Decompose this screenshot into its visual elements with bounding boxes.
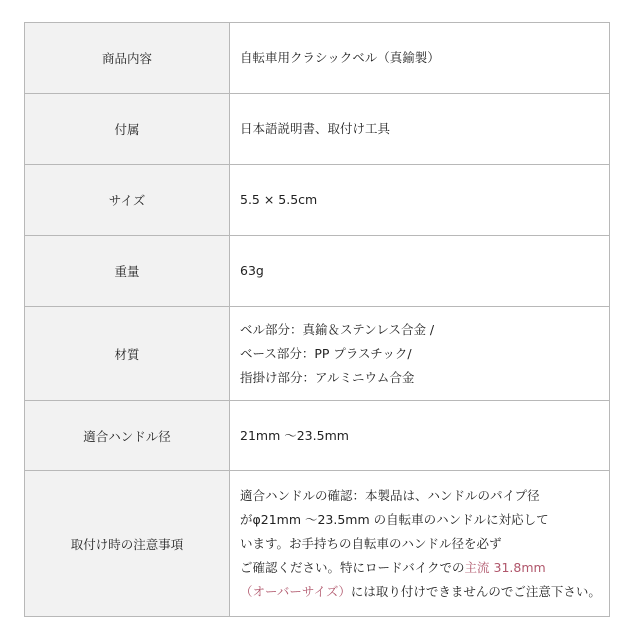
table-row xyxy=(25,401,610,471)
row-value-size xyxy=(230,165,610,236)
row-label-accessories: 付属 xyxy=(25,94,230,165)
table-row xyxy=(25,23,610,94)
row-label-weight: 重量 xyxy=(25,236,230,307)
value-line xyxy=(240,580,603,604)
value-text: ご確認ください。特にロードバイクでの xyxy=(240,559,465,575)
table-row xyxy=(25,307,610,401)
table-row xyxy=(25,165,610,236)
row-value-accessories xyxy=(230,94,610,165)
value-line: います。お手持ちの自転車のハンドル径を必ず xyxy=(240,535,502,551)
value-line: 自転車用クラシックベル（真鍮製） xyxy=(240,50,440,65)
spec-table xyxy=(24,22,610,617)
value-line: ベース部分：PP プラスチック/ xyxy=(240,345,412,361)
table-row xyxy=(25,236,610,307)
table-row xyxy=(25,471,610,617)
value-line: がφ21mm 〜23.5mm の自転車のハンドルに対応して xyxy=(240,511,549,527)
row-label-size: サイズ xyxy=(25,165,230,236)
value-line: ベル部分：真鍮＆ステンレス合金 / xyxy=(240,321,435,337)
row-value-handle-diameter xyxy=(230,401,610,471)
row-label-contents: 商品内容 xyxy=(25,23,230,94)
row-value-installation-notes xyxy=(230,471,610,617)
row-value-material xyxy=(230,307,610,401)
value-line: 日本語説明書、取付け工具 xyxy=(240,121,391,136)
accent-text: 主流 31.8mm xyxy=(464,559,546,575)
table-row xyxy=(25,94,610,165)
row-label-installation-notes: 取付け時の注意事項 xyxy=(25,471,230,617)
row-label-handle-diameter: 適合ハンドル径 xyxy=(25,401,230,471)
value-text: には取り付けできませんのでご注意下さい。 xyxy=(350,583,601,599)
row-value-contents xyxy=(230,23,610,94)
value-line: 63g xyxy=(240,263,264,278)
accent-text: （オーバーサイズ） xyxy=(240,583,351,599)
value-line: 21mm 〜23.5mm xyxy=(240,427,349,443)
row-value-weight xyxy=(230,236,610,307)
value-line: 5.5 × 5.5cm xyxy=(240,192,318,207)
value-line: 指掛け部分：アルミニウム合金 xyxy=(240,369,415,385)
value-line: 適合ハンドルの確認：本製品は、ハンドルのパイプ径 xyxy=(240,487,540,503)
row-label-material: 材質 xyxy=(25,307,230,401)
value-line xyxy=(240,556,603,580)
